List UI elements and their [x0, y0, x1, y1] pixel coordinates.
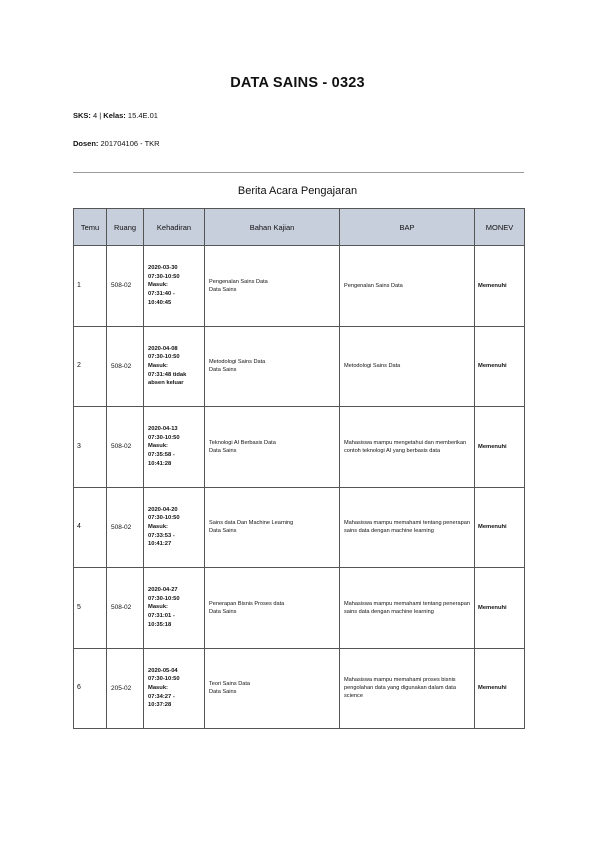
header-ruang: Ruang: [107, 209, 144, 246]
sks-label: SKS:: [73, 111, 91, 120]
cell-monev: Memenuhi: [475, 568, 525, 649]
cell-monev: Memenuhi: [475, 487, 525, 568]
kehadiran-label: Masuk:: [148, 443, 168, 450]
kehadiran-schedule: 07:30-10:50: [148, 595, 180, 602]
kehadiran-out: 10:35:18: [148, 621, 172, 628]
section-title: Berita Acara Pengajaran: [237, 185, 358, 197]
kelas-label: Kelas:: [103, 111, 126, 120]
bahan-course: Data Sains: [209, 528, 237, 535]
bahan-course: Data Sains: [209, 608, 237, 615]
cell-bap: Mahasiswa mampu memahami proses bisnis pengolahan data yang digunakan dalam data science: [340, 648, 475, 729]
cell-bap: Mahasiswa mampu memahami tentang penerapan sains data dengan machine learning: [340, 568, 475, 649]
teaching-report-table: [73, 208, 525, 729]
divider: [73, 172, 524, 173]
bahan-topic: Teknologi AI Berbasis Data: [209, 439, 276, 446]
cell-kehadiran: [144, 326, 205, 407]
cell-monev: Memenuhi: [475, 407, 525, 488]
cell-monev: Memenuhi: [475, 326, 525, 407]
kehadiran-date: 2020-05-04: [148, 667, 178, 674]
cell-kehadiran: [144, 487, 205, 568]
header-bahan-kajian: Bahan Kajian: [205, 209, 340, 246]
kehadiran-schedule: 07:30-10:50: [148, 676, 180, 683]
kehadiran-date: 2020-04-27: [148, 587, 178, 594]
kehadiran-date: 2020-04-20: [148, 506, 178, 513]
kehadiran-schedule: 07:30-10:50: [148, 273, 180, 280]
cell-kehadiran: [144, 568, 205, 649]
header-temu: Temu: [74, 209, 107, 246]
kehadiran-in: 07:31:48 tidak: [148, 371, 187, 378]
document-title: DATA SAINS - 0323: [230, 75, 365, 91]
bahan-course: Data Sains: [209, 367, 237, 374]
lecturer-meta: [73, 139, 160, 148]
dosen-label: Dosen:: [73, 139, 99, 148]
table-row: [74, 326, 525, 407]
bahan-course: Data Sains: [209, 447, 237, 454]
table-row: [74, 246, 525, 327]
kelas-value: 15.4E.01: [125, 111, 158, 120]
kehadiran-schedule: 07:30-10:50: [148, 354, 180, 361]
kehadiran-label: Masuk:: [148, 684, 168, 691]
cell-bahan-kajian: [205, 568, 340, 649]
kehadiran-out: absen keluar: [148, 380, 184, 387]
kehadiran-in: 07:35:58 -: [148, 452, 175, 459]
kehadiran-label: Masuk:: [148, 362, 168, 369]
cell-bahan-kajian: [205, 326, 340, 407]
kehadiran-out: 10:41:27: [148, 541, 172, 548]
table-header-row: [74, 209, 525, 246]
kehadiran-out: 10:40:45: [148, 299, 172, 306]
cell-bahan-kajian: [205, 246, 340, 327]
cell-bap: Metodologi Sains Data: [340, 326, 475, 407]
kehadiran-in: 07:31:01 -: [148, 613, 175, 620]
cell-bap: Mahasiswa mampu mengetahui dan memberikan contoh teknologi AI yang berbasis data: [340, 407, 475, 488]
header-bap: BAP: [340, 209, 475, 246]
kehadiran-in: 07:33:53 -: [148, 532, 175, 539]
kehadiran-in: 07:31:40 -: [148, 291, 175, 298]
cell-kehadiran: [144, 648, 205, 729]
cell-bahan-kajian: [205, 648, 340, 729]
cell-ruang: 508-02: [107, 326, 144, 407]
table-row: [74, 407, 525, 488]
cell-ruang: 508-02: [107, 407, 144, 488]
table-row: [74, 568, 525, 649]
kehadiran-label: Masuk:: [148, 604, 168, 611]
cell-bahan-kajian: [205, 407, 340, 488]
bahan-topic: Penerapan Bisnis Proses data: [209, 600, 285, 607]
cell-kehadiran: [144, 246, 205, 327]
kehadiran-label: Masuk:: [148, 523, 168, 530]
cell-temu: 2: [74, 326, 107, 407]
cell-ruang: 205-02: [107, 648, 144, 729]
kehadiran-schedule: 07:30-10:50: [148, 434, 180, 441]
kehadiran-schedule: 07:30-10:50: [148, 515, 180, 522]
cell-temu: 5: [74, 568, 107, 649]
cell-bap: Mahasiswa mampu memahami tentang penerapan sains data dengan machine learning: [340, 487, 475, 568]
cell-monev: Memenuhi: [475, 648, 525, 729]
cell-ruang: 508-02: [107, 568, 144, 649]
kehadiran-date: 2020-04-13: [148, 426, 178, 433]
bahan-topic: Pengenalan Sains Data: [209, 278, 268, 285]
bahan-topic: Sains data Dan Machine Learning: [209, 520, 294, 527]
kehadiran-date: 2020-04-08: [148, 345, 178, 352]
course-meta: [73, 111, 158, 120]
dosen-value: 201704106 - TKR: [98, 139, 160, 148]
bahan-topic: Metodologi Sains Data: [209, 359, 266, 366]
header-monev: MONEV: [475, 209, 525, 246]
cell-bap: Pengenalan Sains Data: [340, 246, 475, 327]
cell-bahan-kajian: [205, 487, 340, 568]
kehadiran-label: Masuk:: [148, 282, 168, 289]
cell-temu: 4: [74, 487, 107, 568]
header-kehadiran: Kehadiran: [144, 209, 205, 246]
bahan-course: Data Sains: [209, 689, 237, 696]
cell-temu: 6: [74, 648, 107, 729]
kehadiran-date: 2020-03-30: [148, 265, 178, 272]
cell-kehadiran: [144, 407, 205, 488]
cell-ruang: 508-02: [107, 246, 144, 327]
cell-ruang: 508-02: [107, 487, 144, 568]
kehadiran-out: 10:37:28: [148, 702, 172, 709]
kehadiran-in: 07:34:27 -: [148, 693, 175, 700]
cell-temu: 1: [74, 246, 107, 327]
sks-value: 4 |: [90, 111, 104, 120]
bahan-topic: Teori Sains Data: [209, 681, 251, 688]
table-row: [74, 648, 525, 729]
cell-monev: Memenuhi: [475, 246, 525, 327]
bahan-course: Data Sains: [209, 286, 237, 293]
cell-temu: 3: [74, 407, 107, 488]
kehadiran-out: 10:41:28: [148, 460, 172, 467]
table-row: [74, 487, 525, 568]
